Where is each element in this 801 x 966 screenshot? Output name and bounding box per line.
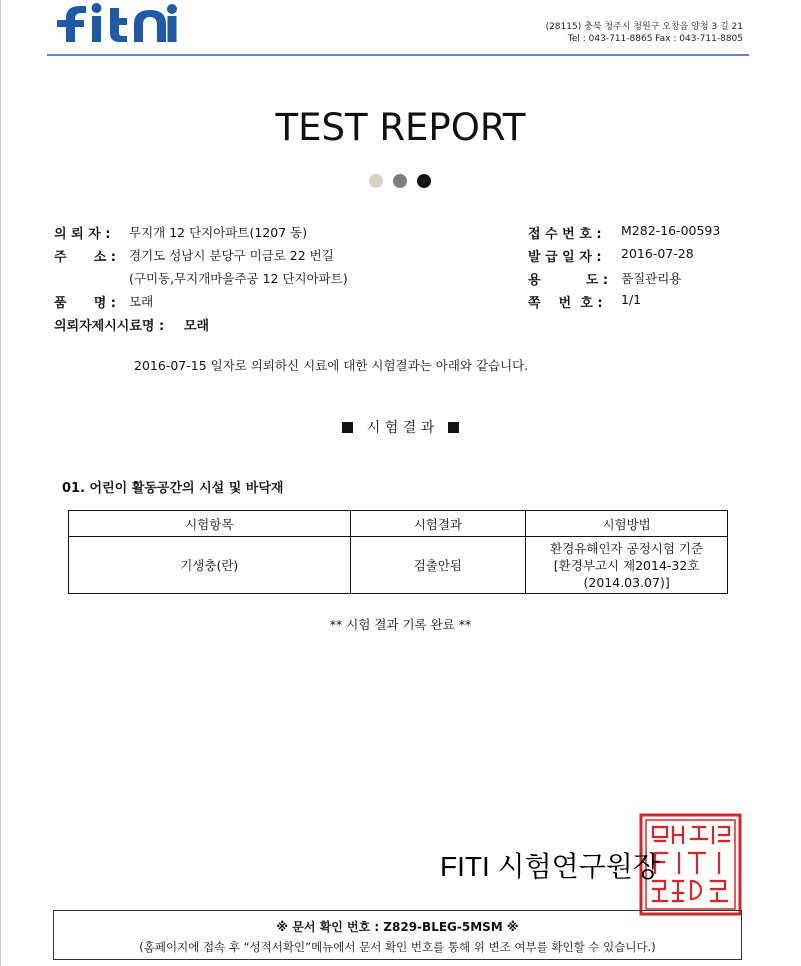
table-header-row xyxy=(69,511,728,537)
cell-test-method xyxy=(526,537,728,594)
sub-heading: 01. 어린이 활동공간의 시설 및 바닥재 xyxy=(62,481,284,496)
receipt-no-label: 접 수 번 호 : xyxy=(528,227,602,242)
header-test-item: 시험항목 xyxy=(69,511,351,537)
square-bullet-right xyxy=(448,422,459,433)
method-line-2: [환경부고시 제2014-32호 xyxy=(553,557,700,573)
page-no-value: 1/1 xyxy=(621,292,642,307)
decor-dot-gray xyxy=(393,174,407,188)
intro-text: 2016-07-15 일자로 의뢰하신 시료에 대한 시험결과는 아래와 같습니다. xyxy=(134,358,529,373)
verification-box xyxy=(53,910,742,960)
table-row xyxy=(69,537,728,594)
address-value-line1: 경기도 성남시 분당구 미금로 22 번길 xyxy=(129,248,334,263)
address-label: 주 소 : xyxy=(54,250,116,265)
product-label: 품 명 : xyxy=(54,296,116,311)
fiti-logo xyxy=(52,0,182,48)
sample-value: 모래 xyxy=(184,319,210,334)
section-heading xyxy=(0,417,801,437)
end-note: ** 시험 결과 기록 완료 ** xyxy=(329,617,472,632)
results-table xyxy=(68,510,728,594)
header-contact: Tel : 043-711-8865 Fax : 043-711-8805 xyxy=(567,34,743,44)
square-bullet-left xyxy=(342,422,353,433)
usage-label: 용 도 : xyxy=(528,273,609,288)
page-no-label: 쪽 번 호 : xyxy=(528,296,603,311)
cell-test-result: 검출안됨 xyxy=(350,537,526,594)
signature-text: FITI 시험연구원장 xyxy=(440,851,660,882)
address-value-line2: (구미동,무지개마을주공 12 단지아파트) xyxy=(129,271,348,286)
header-test-method: 시험방법 xyxy=(526,511,728,537)
sample-label: 의뢰자제시시료명 : xyxy=(54,319,165,334)
client-label: 의 뢰 자 : xyxy=(54,227,111,242)
verification-number: ※ 문서 확인 번호 : Z829-BLEG-5MSM ※ xyxy=(276,920,519,934)
product-value: 모래 xyxy=(129,294,154,309)
header-address: (28115) 충북 청주시 청원구 오창읍 양청 3 길 21 xyxy=(545,22,743,32)
header-test-result: 시험결과 xyxy=(350,511,526,537)
decor-dot-dark xyxy=(417,174,431,188)
header-divider xyxy=(47,54,749,56)
cell-test-item: 기생충(란) xyxy=(69,537,351,594)
client-value: 무지개 12 단지아파트(1207 동) xyxy=(129,225,308,240)
method-line-3: (2014.03.07)] xyxy=(583,574,670,590)
decor-dot-light xyxy=(369,174,383,188)
page-title: TEST REPORT xyxy=(275,106,526,149)
usage-value: 품질관리용 xyxy=(621,271,682,286)
issue-date-label: 발 급 일 자 : xyxy=(528,250,602,265)
receipt-no-value: M282-16-00593 xyxy=(621,223,721,238)
issue-date-value: 2016-07-28 xyxy=(621,246,694,261)
method-line-1: 환경유해인자 공정시험 기준 xyxy=(550,540,704,556)
section-heading-text: 시 험 결 과 xyxy=(366,420,435,436)
verification-note: (홈페이지에 접속 후 “성적서확인”메뉴에서 문서 확인 번호를 통해 위 변조 여부를 확인할 수 있습니다.) xyxy=(139,940,656,954)
